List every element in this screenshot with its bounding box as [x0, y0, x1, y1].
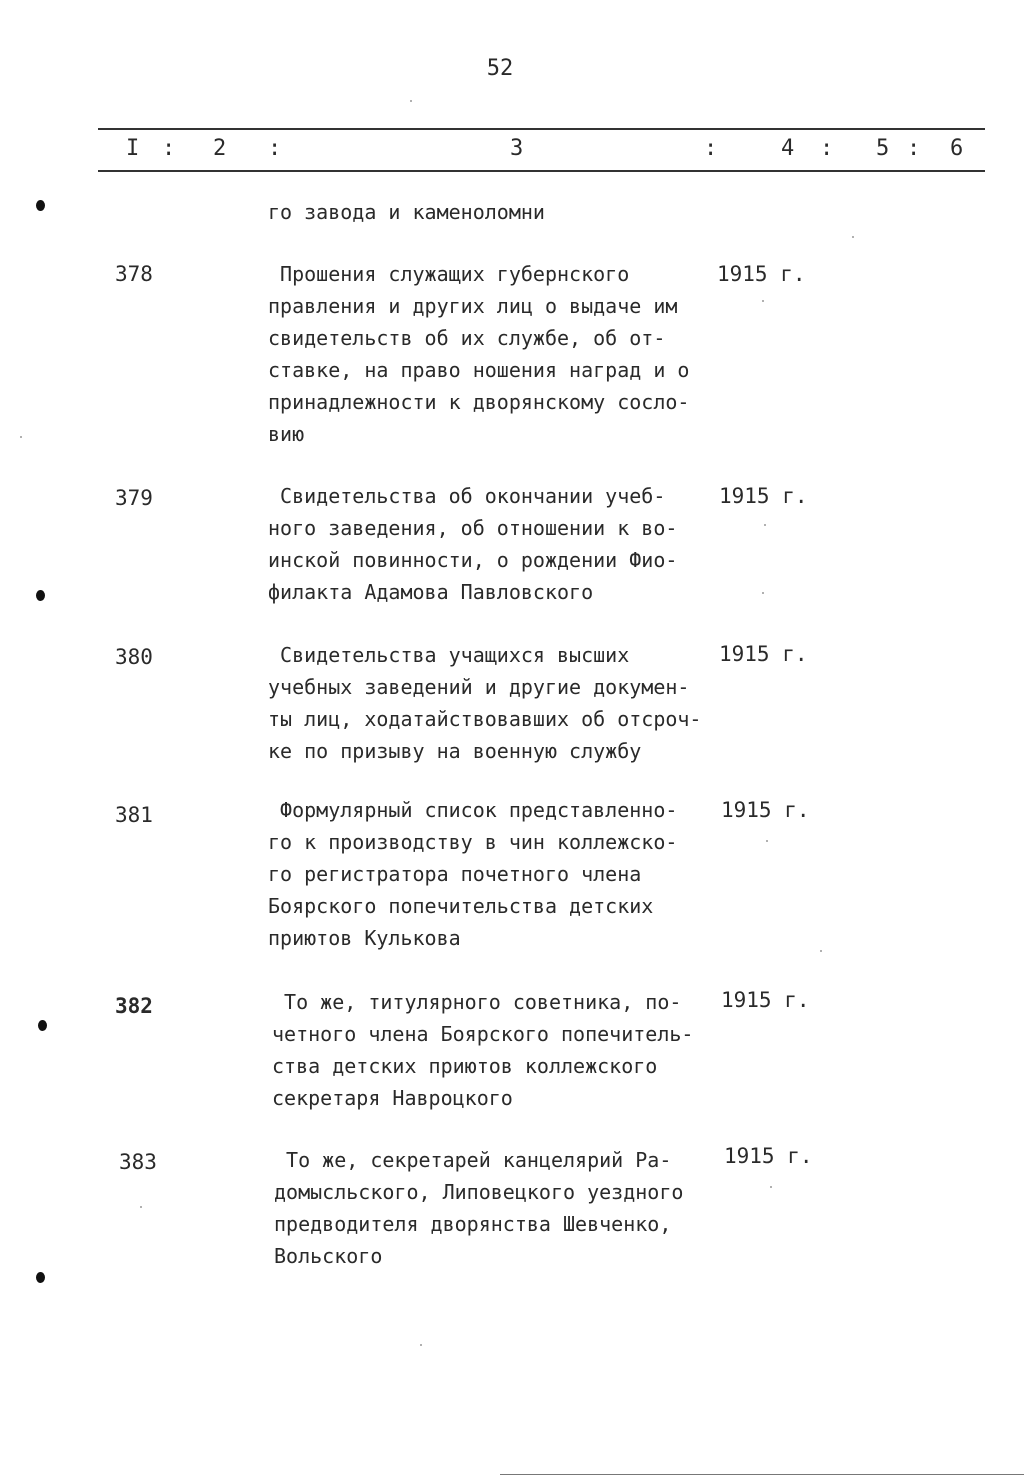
entry-year: 1915 г.: [719, 484, 808, 508]
header-rule-bottom: [98, 170, 985, 172]
column-separator: :: [162, 136, 176, 161]
punch-hole-mark: [36, 590, 45, 601]
entry-number: 381: [115, 803, 153, 827]
column-header-2: 2: [213, 136, 227, 161]
scan-speck: [770, 1186, 772, 1188]
entry-description: Формулярный список представленно- го к производству в чин коллежско- го регистратора почетного члена Боярского попечительства детских приютов Кулькова: [268, 798, 678, 950]
scan-speck: [762, 592, 764, 594]
entry-number: 379: [115, 486, 153, 510]
entry-description: Свидетельства учащихся высших учебных заведений и другие докумен- ты лиц, ходатайствовавших об отсроч- ке по призыву на военную службу: [268, 643, 702, 763]
scan-speck: [410, 100, 412, 102]
column-separator: :: [704, 136, 718, 161]
entry-year: 1915 г.: [717, 262, 806, 286]
entry-number: 382: [115, 994, 153, 1018]
entry-description: Свидетельства об окончании учеб- ного заведения, об отношении к во- инской повинности, о рождении Фио- филакта Адамова Павловского: [268, 484, 678, 604]
page-bottom-line: [500, 1474, 1024, 1475]
column-header-5: 5: [876, 136, 890, 161]
punch-hole-mark: [36, 1272, 45, 1283]
column-header-1: I: [126, 136, 140, 161]
scan-speck: [766, 840, 768, 842]
entry-year: 1915 г.: [724, 1144, 813, 1168]
entry-year: 1915 г.: [719, 642, 808, 666]
header-rule-top: [98, 128, 985, 130]
scan-speck: [762, 300, 764, 302]
column-separator: :: [907, 136, 921, 161]
punch-hole-mark: [38, 1020, 47, 1031]
page-number: 52: [486, 56, 514, 81]
continuation-text: го завода и каменоломни: [268, 200, 545, 224]
column-separator: :: [820, 136, 834, 161]
entry-number: 383: [119, 1150, 157, 1174]
column-header-3: 3: [510, 136, 524, 161]
entry-year: 1915 г.: [721, 798, 810, 822]
entry-description: То же, титулярного советника, по- четного члена Боярского попечитель- ства детских приютов коллежского секретаря Навроцкого: [272, 990, 694, 1110]
entry-description: То же, секретарей канцелярий Ра- домысльского, Липовецкого уездного предводителя дворянства Шевченко, Вольского: [274, 1148, 684, 1268]
scan-speck: [820, 950, 822, 952]
scan-speck: [140, 1206, 142, 1208]
entry-number: 380: [115, 645, 153, 669]
entry-description: Прошения служащих губернского правления и других лиц о выдаче им свидетельств об их службе, об от- ставке, на право ношения наград и о принадлежности к дворянскому сосло- вию: [268, 262, 690, 446]
entry-year: 1915 г.: [721, 988, 810, 1012]
punch-hole-mark: [36, 200, 45, 211]
scan-speck: [852, 236, 854, 238]
column-header-4: 4: [781, 136, 795, 161]
entry-number: 378: [115, 262, 153, 286]
scan-speck: [764, 524, 766, 526]
column-header-6: 6: [950, 136, 964, 161]
scan-speck: [20, 436, 22, 438]
scan-speck: [420, 1344, 422, 1346]
column-separator: :: [268, 136, 282, 161]
